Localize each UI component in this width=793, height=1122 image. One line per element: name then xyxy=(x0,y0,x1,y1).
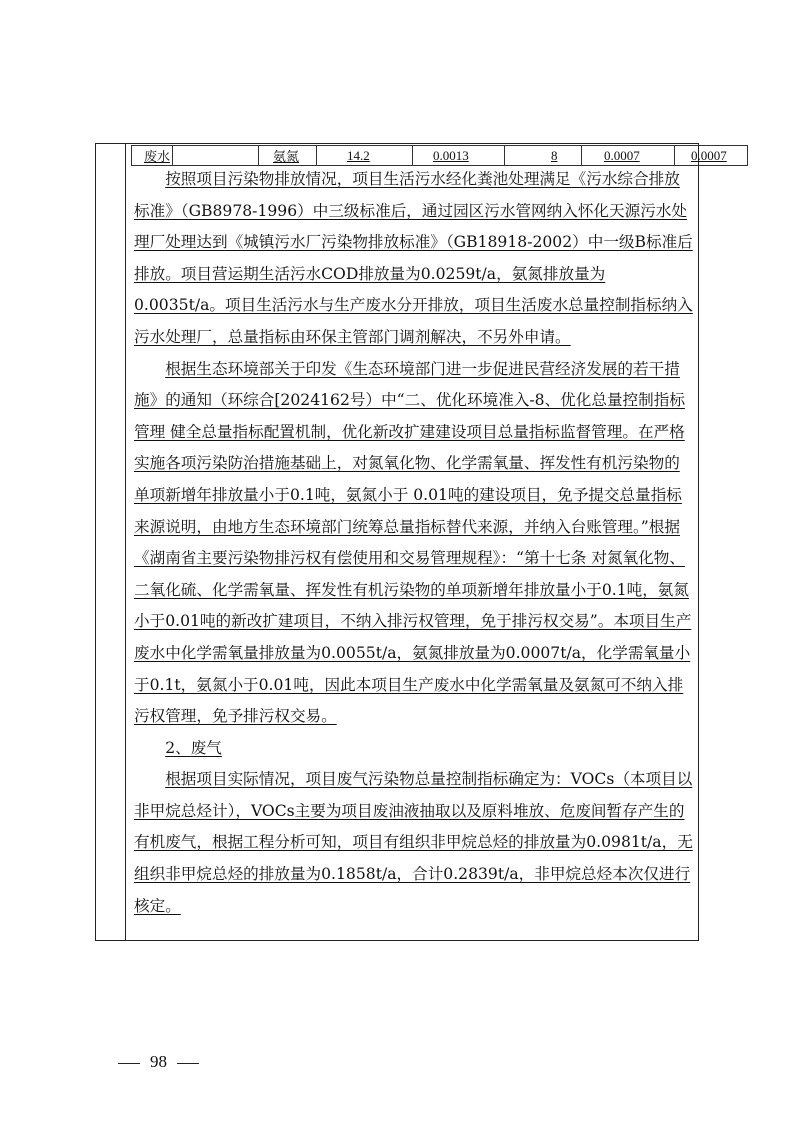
paragraph-wastewater xyxy=(134,164,694,354)
paragraph-text: 按照项目污染物排放情况，项目生活污水经化粪池处理满足《污水综合排放标准》（GB8978-1996）中三级标准后，通过园区污水管网纳入怀化天源污水处理厂处理达到《城镇污水厂污染物排放标准》（GB18918-2002）中一级B标准后排放。项目营运期生活污水COD排放量为0.0259t/a，氨氮排放量为0.0035t/a。项目生活污水与生产废水分开排放，项目生活废水总量控制指标纳入污水处理厂，总量指标由环保主管部门调剂解决，不另外申请。 xyxy=(134,170,693,346)
page-footer xyxy=(108,1052,209,1072)
heading-text: 2、废气 xyxy=(165,738,222,757)
cell-value-3: 8 xyxy=(505,146,582,166)
cell-empty xyxy=(173,146,259,166)
frame-divider xyxy=(125,143,126,941)
paragraph-waste-gas xyxy=(134,764,694,922)
section-heading-waste-gas xyxy=(134,733,694,765)
footer-dash-right xyxy=(177,1063,199,1064)
paragraph-text: 根据生态环境部关于印发《生态环境部门进一步促进民营经济发展的若干措施》的通知（环综合[2024162号）中“二、优化环境准入-8、优化总量控制指标管理 健全总量指标配置机制，优化新改扩建建设项目总量指标监督管理。在严格实施各项污染防治措施基础上，对氮氧化物、化学需氧量、挥发性有机污染物的单项新增年排放量小于0.1吨，氨氮小于 0.01吨的建设项目，免予提交总量指标来源说明，由地方生态环境部门统筹总量指标替代来源，并纳入台账管理。”根据《湖南省主要污染物排污权有偿使用和交易管理规程》：“第十七条 对氮氧化物、二氧化硫、化学需氧量、挥发性有机污染物的单项新增年排放量小于0.1吨，氨氮小于0.01吨的新改扩建项目，不纳入排污权管理，免于排污权交易”。本项目生产废水中化学需氧量排放量为0.0055t/a，氨氮排放量为0.0007t/a，化学需氧量小于0.1t，氨氮小于0.01吨，因此本项目生产废水中化学需氧量及氨氮可不纳入排污权管理，免予排污权交易。 xyxy=(134,359,692,726)
cell-value-4: 0.0007 xyxy=(582,146,675,166)
footer-dash-left xyxy=(118,1063,140,1064)
paragraph-policy xyxy=(134,354,694,733)
cell-category: 废水 xyxy=(132,146,173,166)
page-number: 98 xyxy=(150,1052,167,1071)
cell-value-1: 14.2 xyxy=(317,146,413,166)
cell-pollutant: 氨氮 xyxy=(259,146,317,166)
emission-table xyxy=(131,145,748,166)
paragraph-text: 根据项目实际情况，项目废气污染物总量控制指标确定为：VOCs（本项目以非甲烷总烃计），VOCs主要为项目废油液抽取以及原料堆放、危废间暂存产生的有机废气，根据工程分析可知，项目有组织非甲烷总烃的排放量为0.0981t/a，无组织非甲烷总烃的排放量为0.1858t/a，合计0.2839t/a，非甲烷总烃本次仅进行核定。 xyxy=(134,770,693,915)
cell-value-5: 0.0007 xyxy=(675,146,748,166)
cell-value-2: 0.0013 xyxy=(413,146,505,166)
document-body xyxy=(134,164,694,922)
table-row xyxy=(132,146,748,166)
